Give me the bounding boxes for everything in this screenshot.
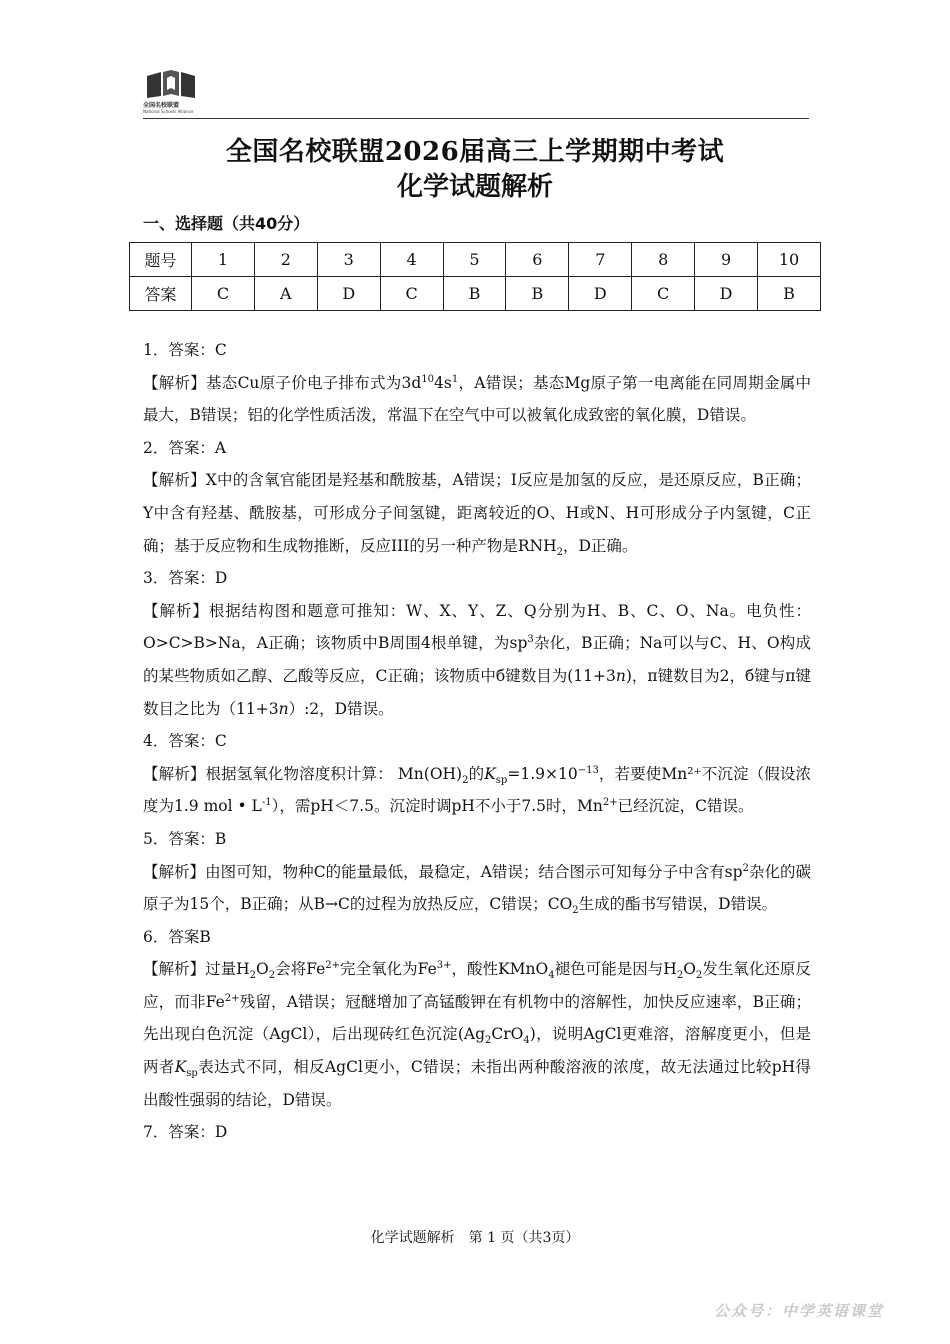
- table-cell: C: [632, 277, 695, 311]
- table-cell: A: [254, 277, 317, 311]
- row-label-number: 题号: [130, 243, 192, 277]
- table-cell: D: [569, 277, 632, 311]
- table-cell: B: [758, 277, 821, 311]
- logo-name-en: National Schools Alliance: [143, 109, 194, 114]
- table-cell: B: [506, 277, 569, 311]
- explanation-1: 【解析】基态Cu原子价电子排布式为$3d^{10}4s^1$，A错误；基态Mg原子第一电离能在同周期金属中最大，B错误；铝的化学性质活泼，常温下在空气中可以被氧化成致密的氧化膜，D错误。: [143, 373, 811, 425]
- answer-line-6: 6．答案B: [143, 927, 211, 946]
- document-subtitle: 化学试题解析: [396, 172, 553, 202]
- watermark-text: 公众号：中学英语课堂: [713, 1302, 884, 1320]
- document-title: 全国名校联盟2026届高三上学期期中考试: [225, 137, 725, 167]
- table-cell: D: [317, 277, 380, 311]
- table-cell: 6: [506, 243, 569, 277]
- table-cell: 4: [380, 243, 443, 277]
- section-heading: 一、选择题（共40分）: [143, 214, 310, 233]
- answer-line-1: 1．答案：C: [143, 341, 227, 359]
- answer-line-5: 5．答案：B: [143, 829, 227, 848]
- table-cell: 5: [443, 243, 506, 277]
- explanation-6: 【解析】过量$H_2O_2$会将$Fe^{2+}$完全氧化为$Fe^{3+}$，酸性KMnO$_4$褪色可能是因与$H_2O_2$发生氧化还原反应，而非$Fe^{2+}$残留，A错误；冠醚增加了高锰酸钾在有机物中的溶解性，加快反应速率，B正确；先出现白色沉淀（AgCl），后出现砖红色沉淀$(Ag_2CrO_4)$，说明AgCl更难溶，溶解度更小，但是两者$K_{sp}$表达式不同，相反AgCl更小，C错误；未指出两种酸溶液的浓度，故无法通过比较pH得出酸性强弱的结论，D错误。: [143, 960, 811, 1109]
- explanation-2: 【解析】X中的含氧官能团是羟基和酰胺基，A错误；I反应是加氢的反应，是还原反应，B正确；Y中含有羟基、酰胺基，可形成分子间氢键，距离较近的O、H或N、H可形成分子内氢键，C正确；基于反应物和生成物推断，反应III的另一种产物是$RNH_2$，D正确。: [143, 471, 811, 558]
- table-cell: C: [192, 277, 255, 311]
- table-cell: 3: [317, 243, 380, 277]
- table-cell: 2: [254, 243, 317, 277]
- answer-line-4: 4．答案：C: [143, 732, 227, 751]
- row-label-answer: 答案: [130, 277, 192, 311]
- table-row: [130, 243, 821, 277]
- table-cell: D: [695, 277, 758, 311]
- header-divider: [143, 118, 809, 119]
- answer-line-7: 7．答案：D: [143, 1123, 228, 1142]
- table-cell: 9: [695, 243, 758, 277]
- answer-table: [129, 242, 821, 311]
- table-row: [130, 277, 821, 311]
- explanation-body: [143, 334, 811, 1149]
- table-cell: 1: [192, 243, 255, 277]
- logo-name-cn: 全国名校联盟: [143, 102, 180, 109]
- explanation-4: 【解析】根据氢氧化物溶度积计算： $Mn(OH)_2$的$K_{sp}=1.9\times 10^{-13}$，若要使Mn²⁺不沉淀（假设浓度为1.9 mol • $L^{-1}$），需pH＜7.5。沉淀时调pH不小于7.5时，$Mn^{2+}$已经沉淀，C错误。: [143, 764, 811, 816]
- explanation-3: 【解析】根据结构图和题意可推知：W、X、Y、Z、Q分别为H、B、C、O、Na。电负性：O>C>B>Na，A正确；该物质中B周围4根单键，为$sp^3$杂化，B正确；Na可以与C、H、O构成的某些物质如乙醇、乙酸等反应，C正确；该物质中б键数目为(11+3n)，π键数目为2，б键与π键数目之比为（11+3n）:2，D错误。: [143, 601, 812, 718]
- answer-line-2: 2．答案：A: [143, 438, 227, 457]
- table-cell: 8: [632, 243, 695, 277]
- table-cell: 10: [758, 243, 821, 277]
- table-cell: C: [380, 277, 443, 311]
- table-cell: B: [443, 277, 506, 311]
- table-cell: 7: [569, 243, 632, 277]
- answer-line-3: 3．答案：D: [143, 569, 228, 588]
- page-footer: 化学试题解析 第 1 页（共3页）: [370, 1230, 580, 1246]
- explanation-5: 【解析】由图可知，物种C的能量最低，最稳定，A错误；结合图示可知每分子中含有$sp^2$杂化的碳原子为15个，B正确；从B→C的过程为放热反应，C错误；$CO_2$生成的酯书写错误，D错误。: [143, 862, 811, 917]
